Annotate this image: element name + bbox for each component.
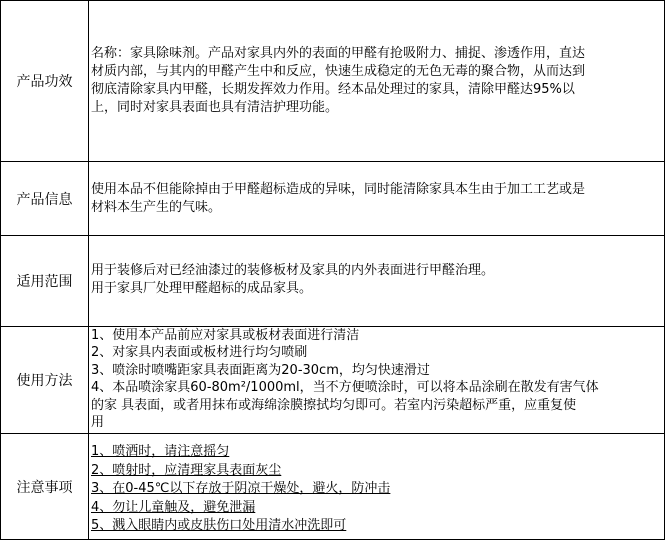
row-content: [89, 327, 665, 433]
row-usage-method: [1, 327, 665, 434]
row-label: 注意事项: [1, 434, 89, 539]
content-line: 1、使用本产品前应对家具或板材表面进行清洁: [91, 328, 360, 343]
content-line: 3、在0-45℃以下存放于阴凉干燥处，避火，防冲击: [91, 481, 391, 497]
content-line: 的家 具表面，或者用抹布或海绵涂膜擦拭均匀即可。若室内污染超标严重，应重复使: [91, 397, 577, 413]
row-label: 适用范围: [1, 236, 89, 326]
content-line: 4、本品喷涂家具60-80m²/1000ml，当不方便喷涂时，可以将本品涂刷在散发有害气体: [91, 380, 599, 396]
content-line: 上，同时对家具表面也具有清洁护理功能。: [91, 100, 339, 115]
row-precautions: [1, 434, 665, 540]
content-line: 用: [91, 415, 105, 431]
row-product-effect: [1, 1, 665, 162]
content-line: 3、喷涂时喷嘴距家具表面距离为20-30cm，均匀快速滑过: [91, 362, 430, 378]
row-content: [89, 162, 665, 235]
content-line: 材料本生产生的气味。: [91, 200, 222, 215]
content-line: 2、喷射时，应清理家具表面灰尘: [91, 462, 282, 478]
row-content: [89, 1, 665, 161]
row-label: 使用方法: [1, 327, 89, 433]
content-line: 彻底清除家具内甲醛，长期发挥效力作用。经本品处理过的家具，清除甲醛达95%以: [91, 82, 575, 97]
row-content: [89, 434, 665, 539]
row-label: 产品信息: [1, 162, 89, 235]
row-content: [89, 236, 665, 326]
content-line: 名称：家具除味剂。产品对家具内外的表面的甲醛有抢吸附力、捕捉、渗透作用，直达: [91, 46, 586, 61]
row-applicable-scope: [1, 236, 665, 327]
content-line: 材质内部，与其内的甲醛产生中和反应，快速生成稳定的无色无毒的聚合物，从而达到: [91, 64, 586, 79]
content-line: 5、溅入眼睛内或皮肤伤口处用清水冲洗即可: [91, 518, 347, 534]
content-line: 用于装修后对已经油漆过的装修板材及家具的内外表面进行甲醛治理。: [91, 263, 495, 278]
content-line: 用于家具厂处理甲醛超标的成品家具。: [91, 281, 313, 296]
content-line: 1、喷洒时，请注意摇匀: [91, 444, 230, 459]
content-line: 2、对家具内表面或板材进行均匀喷刷: [91, 345, 308, 361]
content-line: 4、勿让儿童触及，避免泄漏: [91, 499, 256, 515]
row-label: 产品功效: [1, 1, 89, 161]
row-product-info: [1, 162, 665, 236]
content-line: 使用本品不但能除掉由于甲醛超标造成的异味，同时能清除家具本生由于加工工艺或是: [91, 182, 586, 197]
